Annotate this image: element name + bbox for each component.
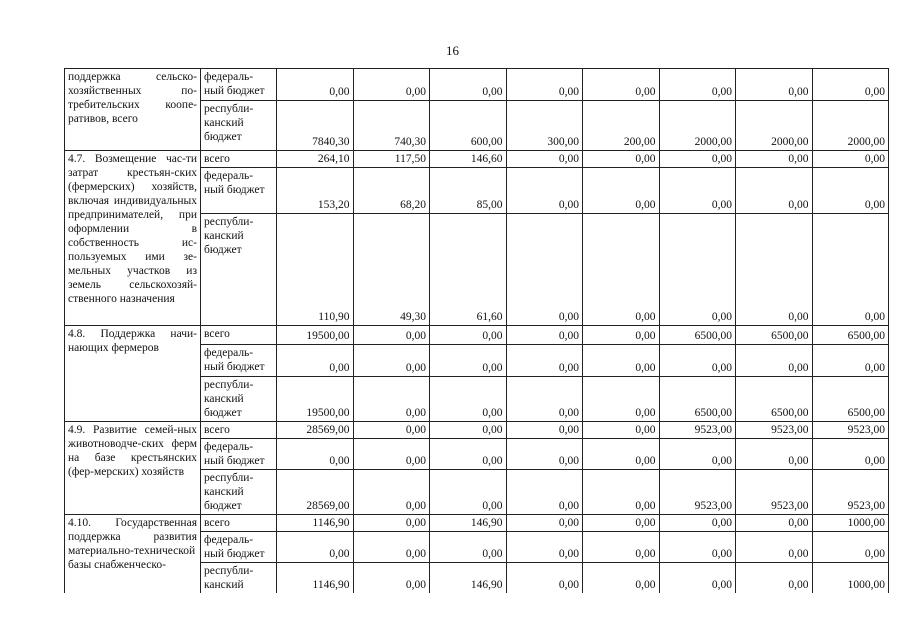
amount-cell: 0,00 bbox=[277, 345, 354, 377]
amount-cell: 0,00 bbox=[430, 345, 507, 377]
amount-cell: 0,00 bbox=[583, 422, 660, 439]
amount-cell: 9523,00 bbox=[659, 470, 736, 515]
amount-cell: 0,00 bbox=[812, 69, 889, 101]
amount-cell: 0,00 bbox=[583, 345, 660, 377]
funding-source: федераль-ный бюджет bbox=[201, 345, 277, 377]
amount-cell: 0,00 bbox=[659, 214, 736, 326]
amount-cell: 740,30 bbox=[353, 101, 430, 151]
funding-source: всего bbox=[201, 515, 277, 532]
amount-cell: 1000,00 bbox=[812, 515, 889, 532]
amount-cell: 0,00 bbox=[506, 422, 583, 439]
amount-cell: 0,00 bbox=[659, 439, 736, 470]
amount-cell: 0,00 bbox=[430, 326, 507, 345]
amount-cell: 9523,00 bbox=[812, 470, 889, 515]
amount-cell: 2000,00 bbox=[659, 101, 736, 151]
amount-cell: 0,00 bbox=[583, 214, 660, 326]
amount-cell: 0,00 bbox=[812, 345, 889, 377]
amount-cell: 1000,00 bbox=[812, 563, 889, 594]
amount-cell: 0,00 bbox=[583, 151, 660, 168]
amount-cell: 0,00 bbox=[506, 563, 583, 594]
amount-cell: 0,00 bbox=[353, 439, 430, 470]
amount-cell: 0,00 bbox=[506, 515, 583, 532]
amount-cell: 6500,00 bbox=[659, 377, 736, 422]
amount-cell: 0,00 bbox=[506, 214, 583, 326]
table-row bbox=[65, 151, 889, 168]
amount-cell: 0,00 bbox=[736, 439, 813, 470]
amount-cell: 0,00 bbox=[430, 377, 507, 422]
measure-name: поддержка сельско-хозяйственных по-требительских коопе-ративов, всего bbox=[65, 69, 201, 151]
funding-source: федераль-ный бюджет bbox=[201, 69, 277, 101]
amount-cell: 0,00 bbox=[736, 69, 813, 101]
amount-cell: 146,90 bbox=[430, 563, 507, 594]
amount-cell: 117,50 bbox=[353, 151, 430, 168]
measure-name: 4.9. Развитие семей-ных животноводче-ских ферм на базе крестьянских (фер-мерских) хозяйств bbox=[65, 422, 201, 515]
funding-source: республи-канский бюджет bbox=[201, 214, 277, 326]
funding-source: всего bbox=[201, 151, 277, 168]
funding-source: республи-канский бюджет bbox=[201, 101, 277, 151]
amount-cell: 0,00 bbox=[736, 515, 813, 532]
table-row bbox=[65, 326, 889, 345]
amount-cell: 0,00 bbox=[583, 69, 660, 101]
amount-cell: 19500,00 bbox=[277, 326, 354, 345]
amount-cell: 0,00 bbox=[506, 326, 583, 345]
page-number: 16 bbox=[446, 43, 459, 58]
amount-cell: 7840,30 bbox=[277, 101, 354, 151]
funding-source: республи-канский бюджет bbox=[201, 377, 277, 422]
amount-cell: 0,00 bbox=[583, 439, 660, 470]
measure-name: 4.10. Государственная поддержка развития материально-технической базы снабженческо- bbox=[65, 515, 201, 594]
amount-cell: 0,00 bbox=[736, 168, 813, 214]
amount-cell: 0,00 bbox=[659, 168, 736, 214]
amount-cell: 28569,00 bbox=[277, 422, 354, 439]
budget-table bbox=[64, 68, 889, 593]
funding-source: федераль-ный бюджет bbox=[201, 532, 277, 563]
amount-cell: 0,00 bbox=[506, 377, 583, 422]
amount-cell: 153,20 bbox=[277, 168, 354, 214]
amount-cell: 0,00 bbox=[353, 470, 430, 515]
amount-cell: 600,00 bbox=[430, 101, 507, 151]
amount-cell: 0,00 bbox=[430, 439, 507, 470]
amount-cell: 0,00 bbox=[506, 168, 583, 214]
amount-cell: 0,00 bbox=[353, 515, 430, 532]
amount-cell: 0,00 bbox=[506, 151, 583, 168]
amount-cell: 200,00 bbox=[583, 101, 660, 151]
amount-cell: 0,00 bbox=[430, 470, 507, 515]
amount-cell: 6500,00 bbox=[659, 326, 736, 345]
amount-cell: 0,00 bbox=[736, 151, 813, 168]
amount-cell: 0,00 bbox=[812, 214, 889, 326]
amount-cell: 0,00 bbox=[277, 532, 354, 563]
amount-cell: 28569,00 bbox=[277, 470, 354, 515]
amount-cell: 0,00 bbox=[353, 69, 430, 101]
amount-cell: 146,60 bbox=[430, 151, 507, 168]
amount-cell: 0,00 bbox=[430, 422, 507, 439]
amount-cell: 0,00 bbox=[583, 168, 660, 214]
amount-cell: 0,00 bbox=[353, 326, 430, 345]
amount-cell: 0,00 bbox=[812, 532, 889, 563]
amount-cell: 2000,00 bbox=[736, 101, 813, 151]
amount-cell: 0,00 bbox=[659, 532, 736, 563]
amount-cell: 0,00 bbox=[430, 69, 507, 101]
amount-cell: 0,00 bbox=[583, 326, 660, 345]
amount-cell: 110,90 bbox=[277, 214, 354, 326]
amount-cell: 0,00 bbox=[736, 214, 813, 326]
amount-cell: 19500,00 bbox=[277, 377, 354, 422]
amount-cell: 9523,00 bbox=[812, 422, 889, 439]
measure-name: 4.7. Возмещение час-ти затрат крестьян-ских (фермерских) хозяйств, включая индивидуальных предпринимателей, при оформлении в собственность ис-пользуемых ими зе-мельных участков из земель сельскохозяй-ственного назначения bbox=[65, 151, 201, 326]
amount-cell: 1146,90 bbox=[277, 515, 354, 532]
amount-cell: 0,00 bbox=[353, 422, 430, 439]
funding-source: республи-канский бюджет bbox=[201, 470, 277, 515]
amount-cell: 0,00 bbox=[659, 515, 736, 532]
amount-cell: 0,00 bbox=[812, 168, 889, 214]
amount-cell: 0,00 bbox=[353, 377, 430, 422]
amount-cell: 0,00 bbox=[583, 563, 660, 594]
amount-cell: 0,00 bbox=[583, 532, 660, 563]
funding-source: федераль-ный бюджет bbox=[201, 439, 277, 470]
funding-source: всего bbox=[201, 326, 277, 345]
amount-cell: 6500,00 bbox=[736, 377, 813, 422]
budget-table-body bbox=[65, 69, 889, 594]
amount-cell: 300,00 bbox=[506, 101, 583, 151]
amount-cell: 0,00 bbox=[506, 69, 583, 101]
amount-cell: 49,30 bbox=[353, 214, 430, 326]
amount-cell: 0,00 bbox=[277, 69, 354, 101]
funding-source: федераль-ный бюджет bbox=[201, 168, 277, 214]
amount-cell: 146,90 bbox=[430, 515, 507, 532]
amount-cell: 0,00 bbox=[430, 532, 507, 563]
amount-cell: 2000,00 bbox=[812, 101, 889, 151]
amount-cell: 0,00 bbox=[353, 532, 430, 563]
amount-cell: 0,00 bbox=[736, 563, 813, 594]
amount-cell: 0,00 bbox=[506, 345, 583, 377]
amount-cell: 61,60 bbox=[430, 214, 507, 326]
amount-cell: 0,00 bbox=[277, 439, 354, 470]
table-row bbox=[65, 422, 889, 439]
amount-cell: 6500,00 bbox=[812, 377, 889, 422]
amount-cell: 0,00 bbox=[659, 563, 736, 594]
amount-cell: 0,00 bbox=[736, 532, 813, 563]
amount-cell: 0,00 bbox=[583, 377, 660, 422]
amount-cell: 9523,00 bbox=[659, 422, 736, 439]
table-row bbox=[65, 69, 889, 101]
table-row bbox=[65, 515, 889, 532]
amount-cell: 0,00 bbox=[506, 532, 583, 563]
funding-source: республи-канский bbox=[201, 563, 277, 594]
amount-cell: 0,00 bbox=[659, 151, 736, 168]
amount-cell: 0,00 bbox=[659, 69, 736, 101]
amount-cell: 0,00 bbox=[353, 563, 430, 594]
amount-cell: 68,20 bbox=[353, 168, 430, 214]
amount-cell: 6500,00 bbox=[812, 326, 889, 345]
amount-cell: 0,00 bbox=[812, 439, 889, 470]
amount-cell: 0,00 bbox=[812, 151, 889, 168]
amount-cell: 0,00 bbox=[506, 470, 583, 515]
amount-cell: 6500,00 bbox=[736, 326, 813, 345]
amount-cell: 264,10 bbox=[277, 151, 354, 168]
amount-cell: 9523,00 bbox=[736, 470, 813, 515]
measure-name: 4.8. Поддержка начи-нающих фермеров bbox=[65, 326, 201, 422]
amount-cell: 0,00 bbox=[583, 470, 660, 515]
amount-cell: 0,00 bbox=[583, 515, 660, 532]
amount-cell: 0,00 bbox=[506, 439, 583, 470]
amount-cell: 1146,90 bbox=[277, 563, 354, 594]
amount-cell: 85,00 bbox=[430, 168, 507, 214]
amount-cell: 9523,00 bbox=[736, 422, 813, 439]
amount-cell: 0,00 bbox=[353, 345, 430, 377]
amount-cell: 0,00 bbox=[736, 345, 813, 377]
amount-cell: 0,00 bbox=[659, 345, 736, 377]
funding-source: всего bbox=[201, 422, 277, 439]
